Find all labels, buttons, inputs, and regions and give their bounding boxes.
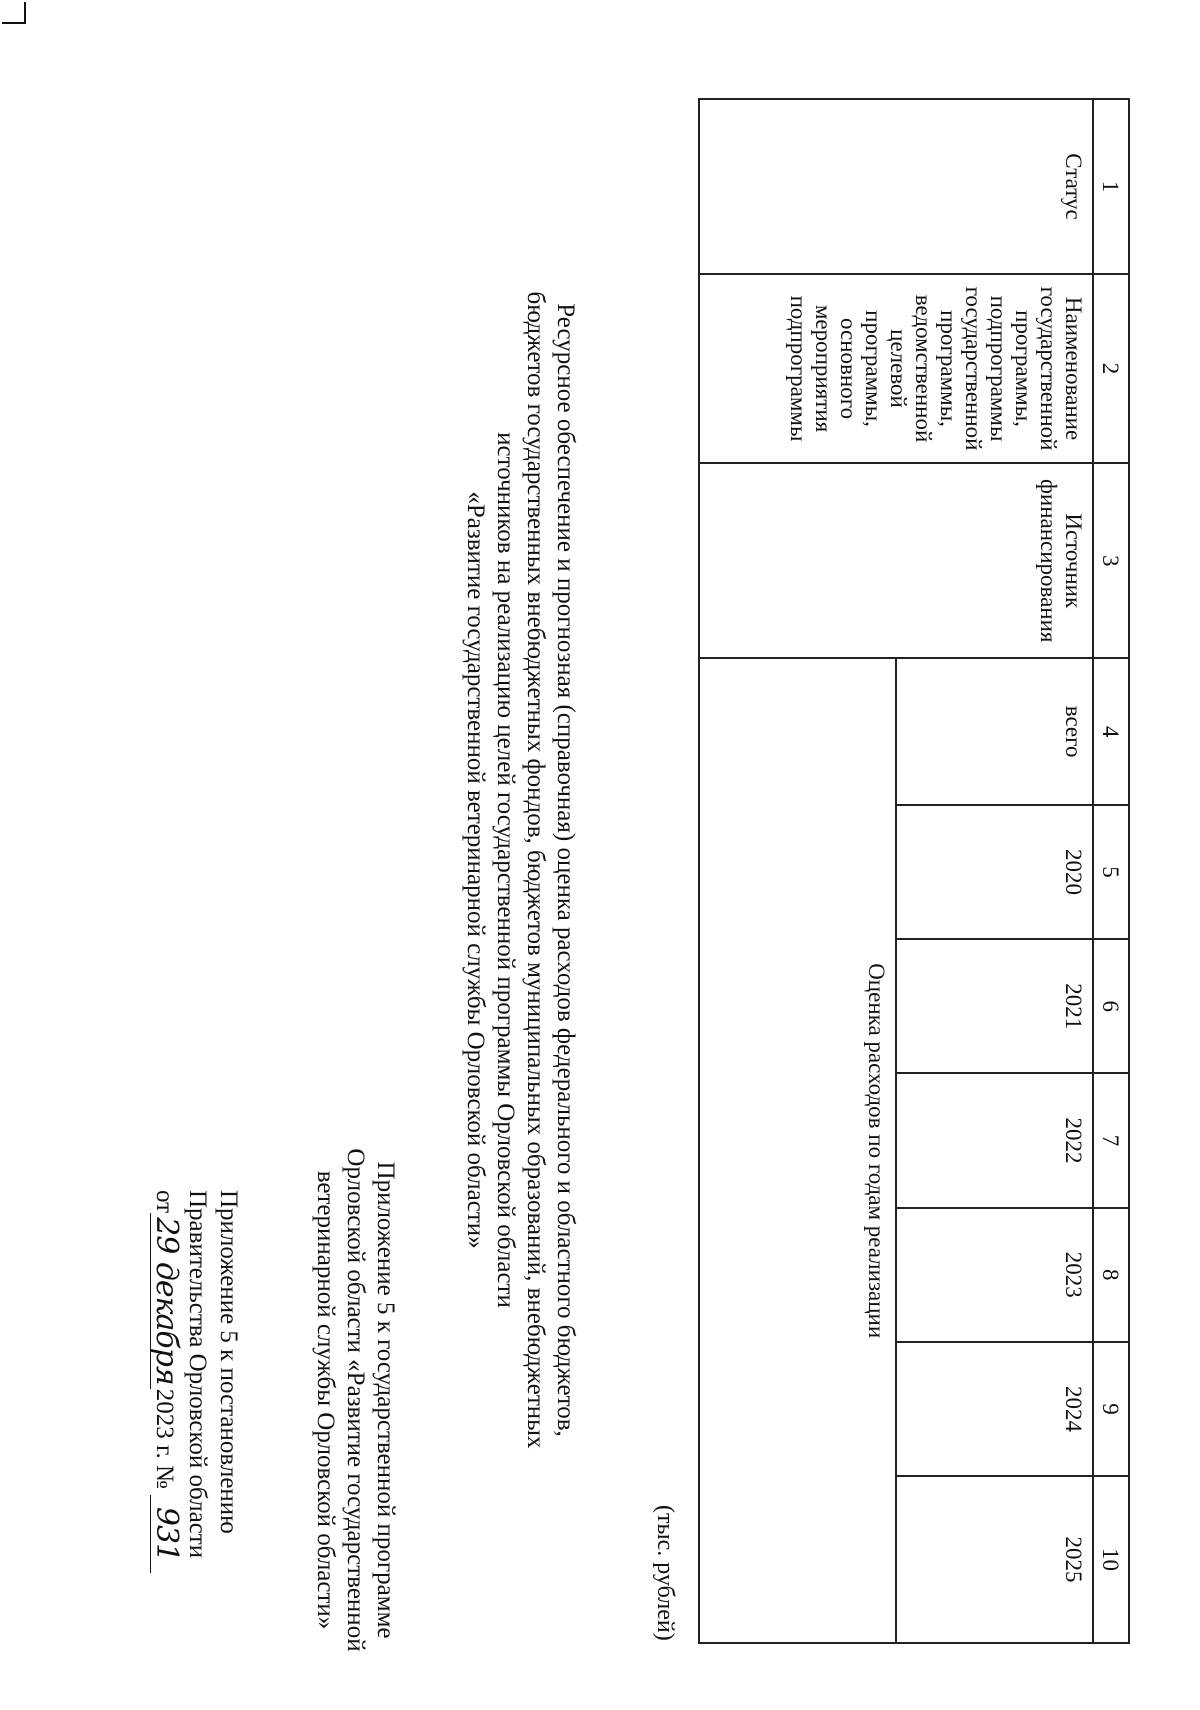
title-line-3: источников на реализацию целей государственной программы Орловской области [492, 432, 519, 1308]
decree-date-year: 2023 г. № [151, 1388, 178, 1489]
decree-date-line [149, 1190, 182, 1610]
header-total: всего [896, 658, 1093, 804]
header-name: Наименование государственной программы, подпрограммы государственной программы, ведомственной целевой программы, основного мероприятия подпрограммы [699, 274, 1093, 463]
header-source: Источник финансирования [699, 463, 1093, 658]
header-year-2024: 2024 [896, 1342, 1093, 1476]
header-year-2022: 2022 [896, 1073, 1093, 1207]
decree-reference [149, 1190, 244, 1610]
decree-line-1: Приложение 5 к постановлению [215, 1190, 242, 1534]
appendix-line-1: Приложение 5 к государственной программе [372, 1161, 399, 1639]
header-year-2025: 2025 [896, 1476, 1093, 1643]
budget-table [698, 98, 1130, 1644]
title-line-2: бюджетов государственных внебюджетных фондов, бюджетов муниципальных образований, внебюджетных [522, 291, 549, 1449]
header-status: Статус [699, 99, 1093, 274]
appendix-line-3: ветеринарной службы Орловской области» [312, 1170, 339, 1630]
header-year-2020: 2020 [896, 805, 1093, 939]
index-cell-2: 2 [1093, 274, 1129, 463]
index-cell-6: 6 [1093, 939, 1129, 1073]
header-year-2023: 2023 [896, 1208, 1093, 1342]
index-cell-10: 10 [1093, 1476, 1129, 1643]
decree-date-handwritten: 29 декабря [150, 1213, 182, 1389]
decree-date-prefix: от [151, 1190, 178, 1214]
decree-number-handwritten: 931 [150, 1495, 182, 1573]
document-title [460, 190, 580, 1550]
table-header-row [699, 99, 896, 1643]
appendix-reference [310, 1120, 400, 1680]
header-estimate-group: Оценка расходов по годам реализации [699, 658, 896, 1643]
index-cell-1: 1 [1093, 99, 1129, 274]
index-cell-3: 3 [1093, 463, 1129, 658]
index-cell-9: 9 [1093, 1342, 1129, 1476]
corner-mark [2, 2, 26, 24]
index-cell-5: 5 [1093, 805, 1129, 939]
table-index-row [1093, 99, 1129, 1643]
decree-line-2: Правительства Орловской области [184, 1190, 211, 1559]
index-cell-7: 7 [1093, 1073, 1129, 1207]
header-year-2021: 2021 [896, 939, 1093, 1073]
index-cell-4: 4 [1093, 658, 1129, 804]
title-line-4: «Развитие государственной ветеринарной службы Орловской области» [462, 491, 489, 1249]
appendix-line-2: Орловской области «Развитие государственной [342, 1148, 369, 1652]
index-cell-8: 8 [1093, 1208, 1129, 1342]
unit-label: (тыс. рублей) [652, 1505, 678, 1641]
title-line-1: Ресурсное обеспечение и прогнозная (справочная) оценка расходов федерального и областного бюджетов, [552, 303, 579, 1437]
